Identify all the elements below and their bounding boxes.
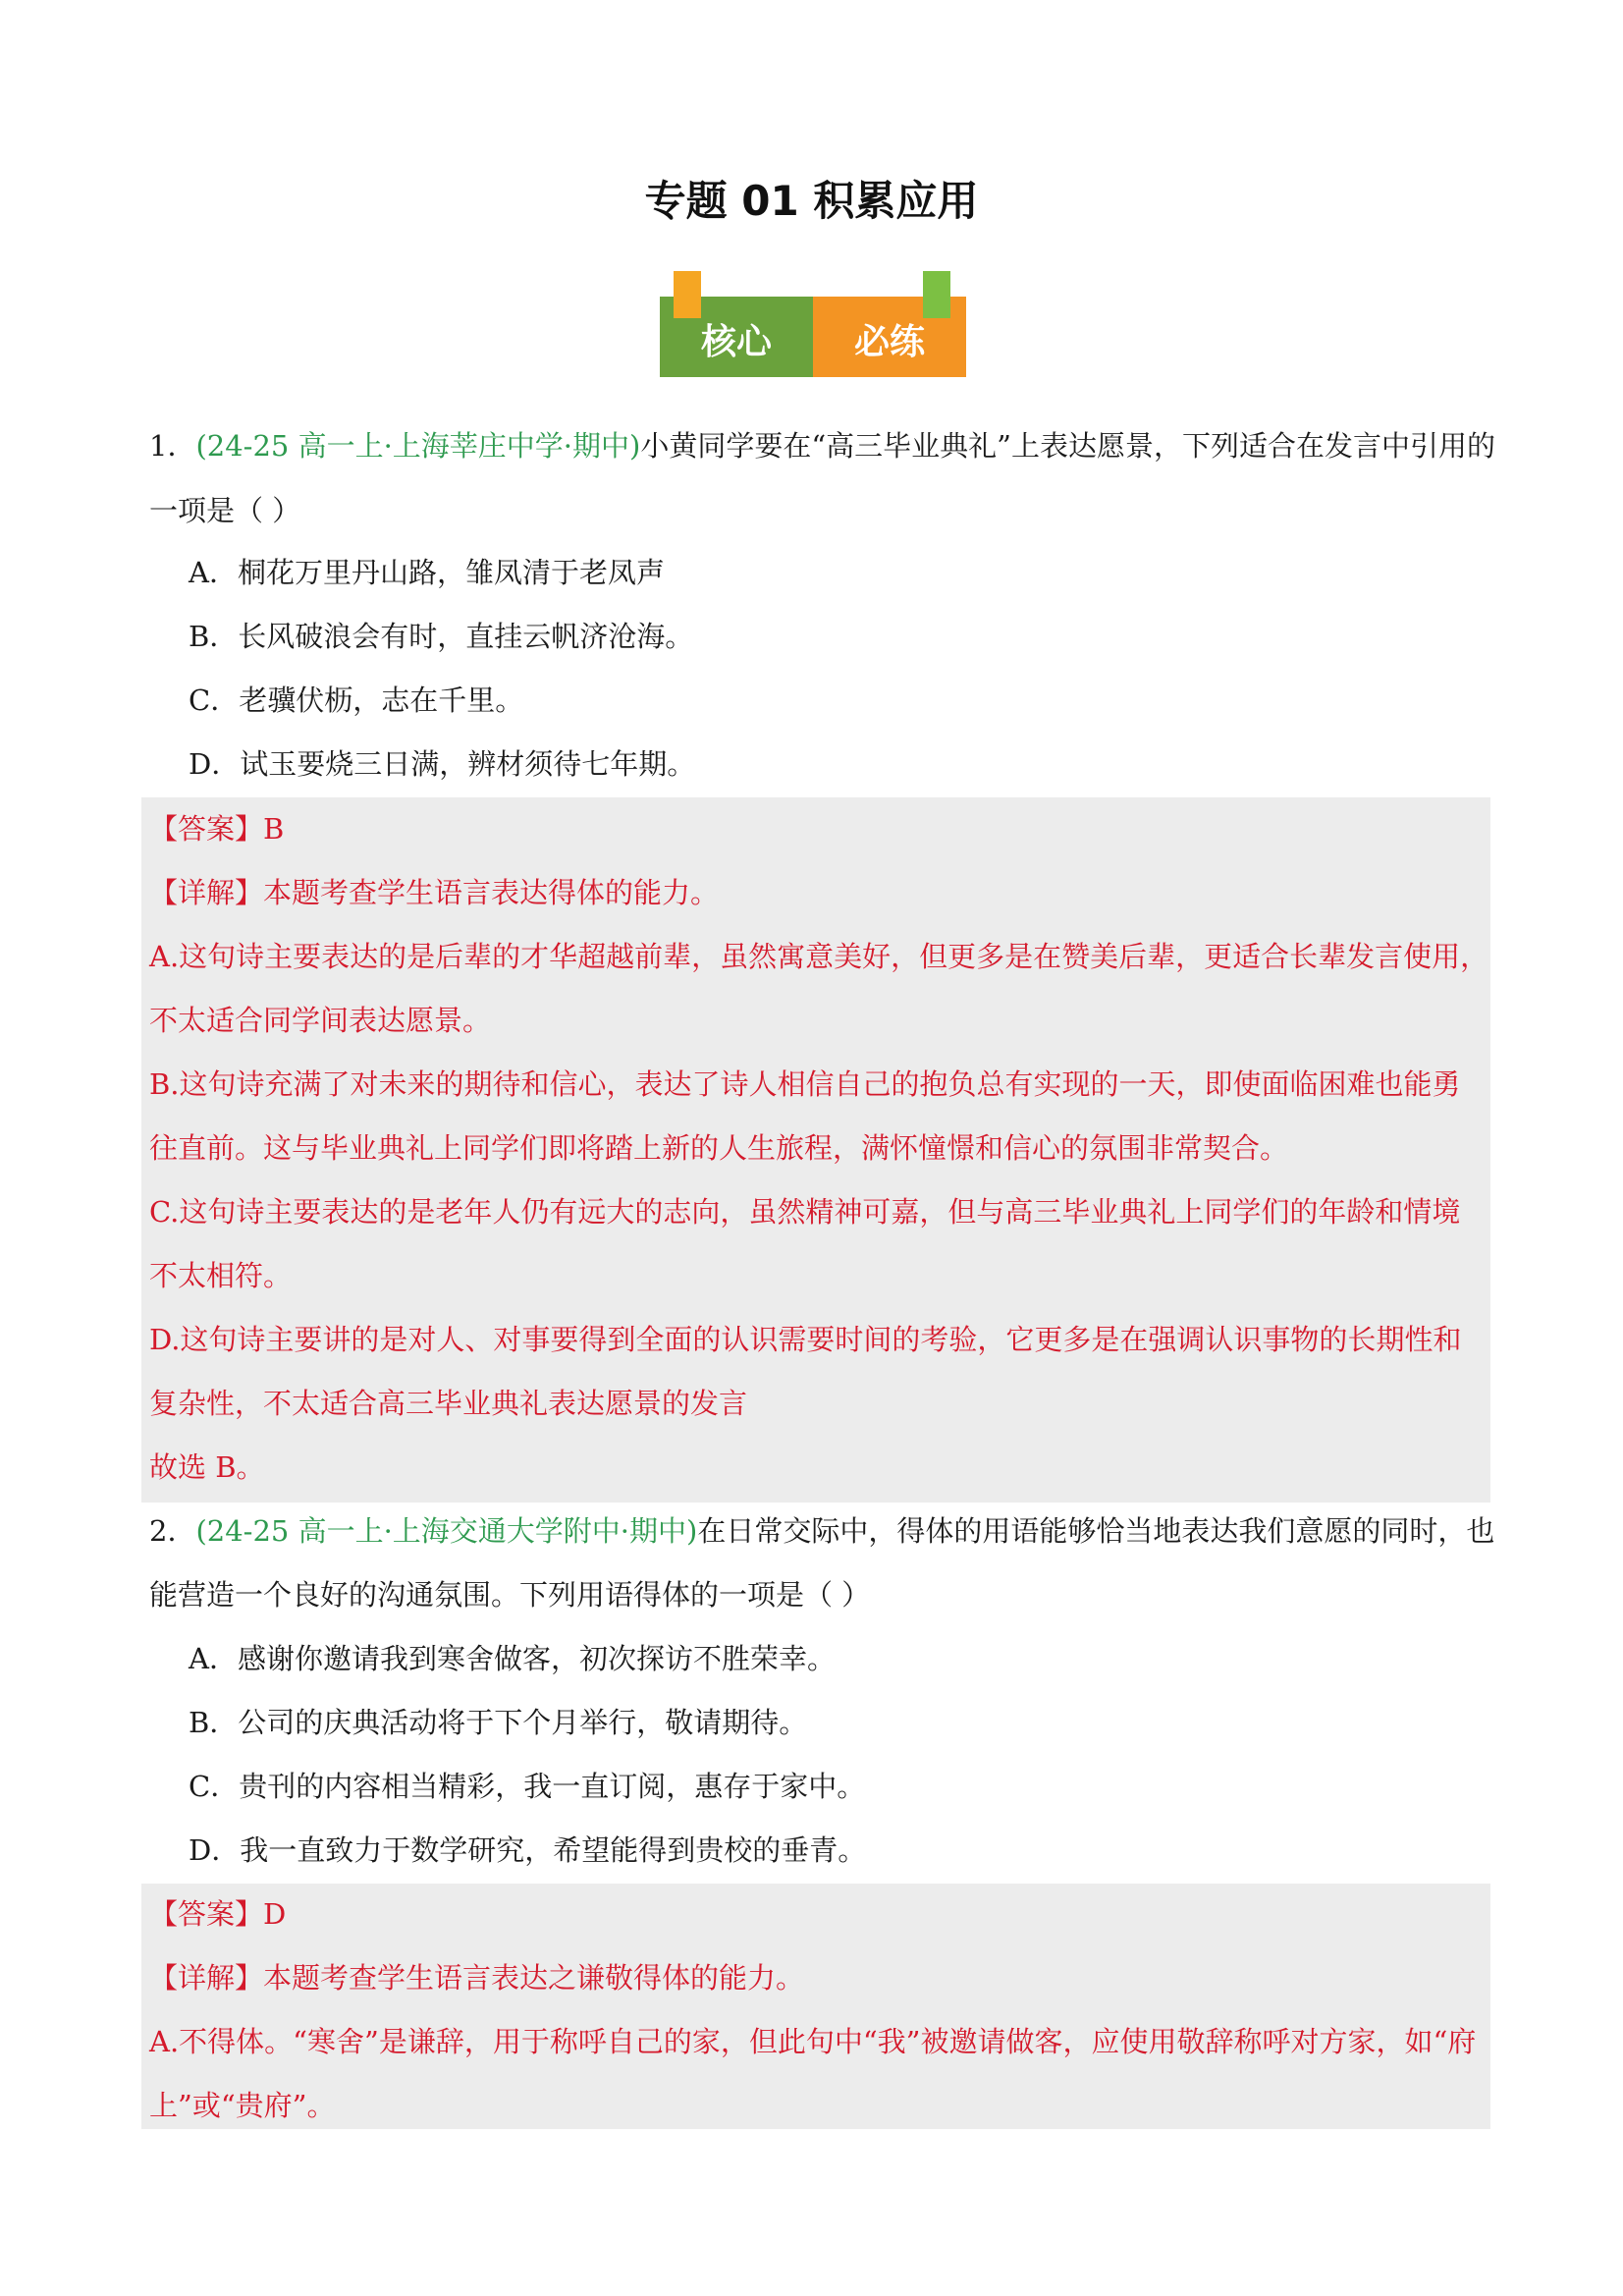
question-stem-text: 小黄同学要在“高三毕业典礼”上表达愿景，下列适合在发言中引用的	[640, 429, 1495, 463]
explanation-line: A.这句诗主要表达的是后辈的才华超越前辈，虽然寓意美好，但更多是在赞美后辈，更适合长辈发言使用，	[149, 940, 1489, 973]
question-number: 1．	[149, 429, 196, 463]
explanation-line: 不太适合同学间表达愿景。	[149, 1004, 492, 1037]
explanation-line: 上”或“贵府”。	[149, 2089, 336, 2122]
option-d: D．我一直致力于数学研究，希望能得到贵校的垂青。	[189, 1833, 867, 1867]
explanation-line: 往直前。这与毕业典礼上同学们即将踏上新的人生旅程，满怀憧憬和信心的氛围非常契合。	[149, 1131, 1289, 1165]
question-1-stem-line2: 一项是（ ）	[149, 494, 301, 527]
answer-line	[149, 1894, 1485, 1934]
option-b: B．公司的庆典活动将于下个月举行，敬请期待。	[189, 1706, 808, 1739]
question-stem-text: 在日常交际中，得体的用语能够恰当地表达我们意愿的同时，也	[697, 1514, 1495, 1548]
orange-clip-icon	[674, 271, 701, 318]
banner-graphic	[656, 263, 970, 381]
question-2-stem-line2: 能营造一个良好的沟通氛围。下列用语得体的一项是（ ）	[149, 1578, 871, 1612]
question-number: 2．	[149, 1514, 196, 1548]
answer-label: 【答案】	[149, 812, 264, 846]
explanation-line: D.这句诗主要讲的是对人、对事要得到全面的认识需要时间的考验，它更多是在强调认识事物的长期性和	[149, 1323, 1462, 1356]
answer-value: D	[263, 1897, 287, 1931]
detail-label: 【详解】	[149, 1961, 264, 1995]
explanation-line: C.这句诗主要表达的是老年人仍有远大的志向，虽然精神可嘉，但与高三毕业典礼上同学们的年龄和情境	[149, 1195, 1461, 1229]
question-source: (24-25 高一上·上海莘庄中学·期中)	[195, 429, 641, 463]
option-a: A．感谢你邀请我到寒舍做客，初次探访不胜荣幸。	[189, 1642, 836, 1675]
detail-intro: 本题考查学生语言表达得体的能力。	[263, 876, 720, 909]
core-practice-banner	[656, 263, 970, 381]
page-title: 专题 01 积累应用	[644, 177, 979, 225]
option-b: B．长风破浪会有时，直挂云帆济沧海。	[189, 620, 694, 653]
explanation-line: 不太相符。	[149, 1259, 293, 1292]
question-2-stem	[149, 1511, 1495, 1551]
detail-label: 【详解】	[149, 876, 264, 909]
answer-line	[149, 809, 1485, 848]
banner-right-text: 必练	[853, 322, 926, 362]
question-1-stem	[149, 426, 1495, 465]
detail-line	[149, 1958, 1485, 1997]
option-c: C．老骥伏枥，志在千里。	[189, 683, 524, 717]
question-source: (24-25 高一上·上海交通大学附中·期中)	[195, 1514, 698, 1548]
option-d: D．试玉要烧三日满，辨材须待七年期。	[189, 747, 696, 781]
option-c: C．贵刊的内容相当精彩，我一直订阅，惠存于家中。	[189, 1770, 866, 1803]
banner-left-text: 核心	[700, 322, 773, 362]
explanation-line: 复杂性，不太适合高三毕业典礼表达愿景的发言	[149, 1387, 748, 1420]
answer-value: B	[263, 812, 285, 846]
detail-intro: 本题考查学生语言表达之谦敬得体的能力。	[263, 1961, 805, 1995]
detail-line	[149, 873, 1485, 912]
green-clip-icon	[923, 271, 950, 318]
explanation-line: A.不得体。“寒舍”是谦辞，用于称呼自己的家，但此句中“我”被邀请做客，应使用敬辞称呼对方家，如“府	[149, 2025, 1477, 2058]
explanation-line: B.这句诗充满了对未来的期待和信心，表达了诗人相信自己的抱负总有实现的一天，即使面临困难也能勇	[149, 1067, 1461, 1101]
answer-label: 【答案】	[149, 1897, 264, 1931]
conclusion-line: 故选 B。	[149, 1450, 265, 1484]
option-a: A．桐花万里丹山路，雏凤清于老凤声	[189, 556, 665, 589]
